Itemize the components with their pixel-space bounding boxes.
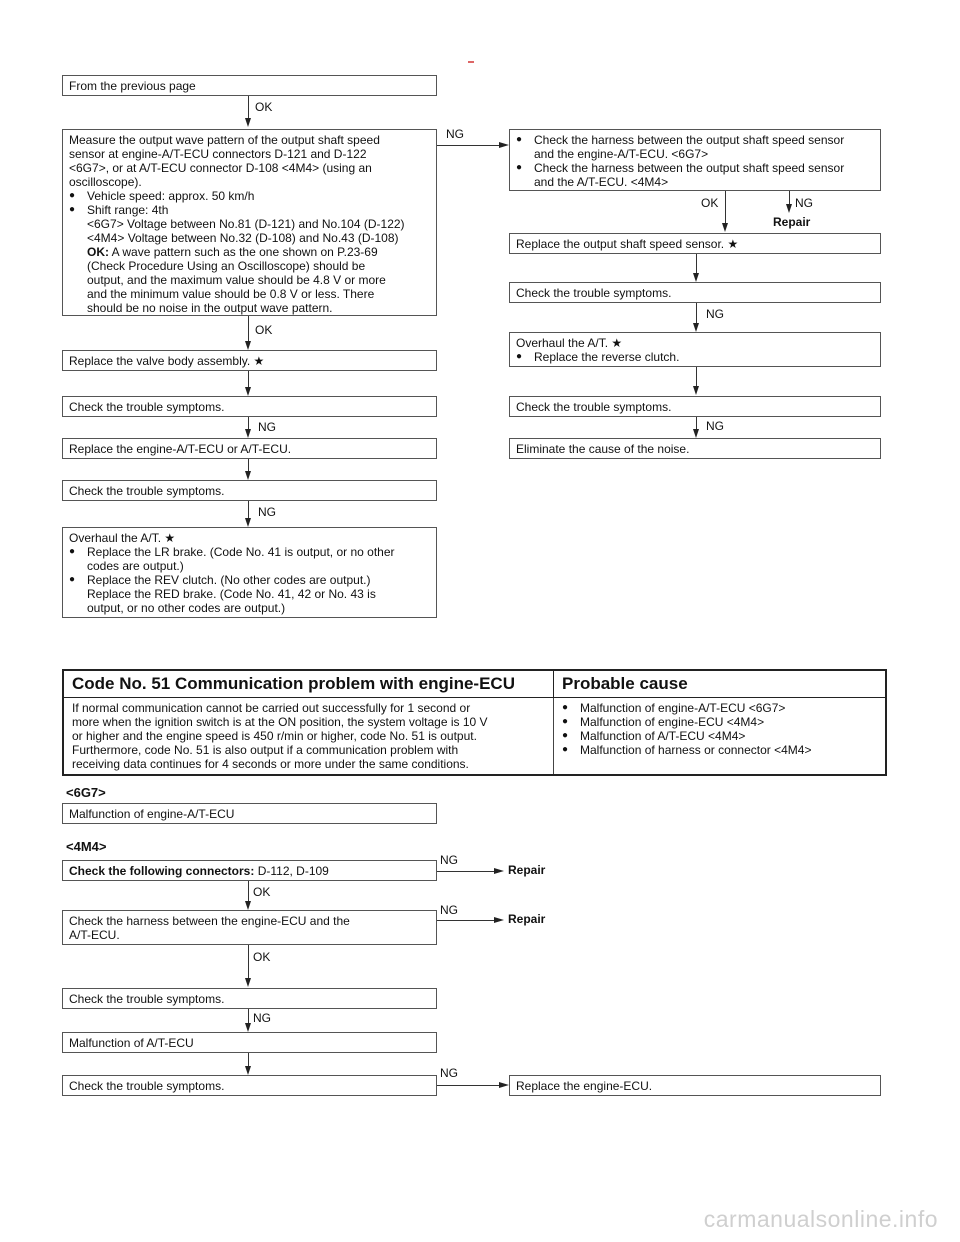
code-description: [63, 698, 554, 776]
malf-at-text: Malfunction of A/T-ECU: [69, 1036, 194, 1050]
overhaul-bullet-cont: Replace the RED brake. (Code No. 41, 42 or No. 43 is: [87, 587, 376, 601]
harness-bullet: ● Check the harness between the output shaft speed sensor: [516, 161, 874, 175]
malf-engine-at-box: [62, 803, 437, 824]
ng-label: NG: [253, 1011, 271, 1025]
ng-label: NG: [258, 420, 276, 434]
ok-label: OK: [253, 885, 271, 899]
description-line: Furthermore, code No. 51 is also output if a communication problem with: [72, 743, 459, 757]
ng-label: NG: [706, 419, 724, 433]
arrow-down-icon: [245, 429, 251, 438]
overhaul-bullet-cont: codes are output.): [87, 559, 184, 573]
harness-ecu-line: A/T-ECU.: [69, 928, 120, 942]
ng-label: NG: [440, 903, 458, 917]
replace-ecu-text: Replace the engine-A/T-ECU or A/T-ECU.: [69, 442, 292, 456]
connector-line: [437, 871, 495, 872]
ng-label: NG: [258, 505, 276, 519]
arrow-down-icon: [245, 978, 251, 987]
check-trouble-box: [62, 396, 437, 417]
check-trouble-box: [509, 282, 881, 303]
arrow-down-icon: [245, 118, 251, 127]
section-4m4-label: <4M4>: [66, 839, 107, 854]
connector-line: [725, 191, 726, 224]
connector-line: [437, 145, 500, 146]
arrow-down-icon: [245, 518, 251, 527]
measure-line: Measure the output wave pattern of the output shaft speed: [69, 133, 380, 147]
arrow-right-icon: [494, 868, 504, 874]
measure-wave-box: [62, 129, 437, 316]
arrow-down-icon: [693, 323, 699, 332]
eliminate-text: Eliminate the cause of the noise.: [516, 442, 690, 456]
replace-valve-box: [62, 350, 437, 371]
arrow-down-icon: [245, 387, 251, 396]
arrow-right-icon: [494, 917, 504, 923]
description-line: receiving data continues for 4 seconds or more under the same conditions.: [72, 757, 469, 771]
check-trouble-text: Check the trouble symptoms.: [69, 484, 225, 498]
arrow-down-icon: [786, 204, 792, 213]
overhaul-bullet: ● Replace the REV clutch. (No other codes are output.): [69, 573, 430, 587]
check-trouble-box: [62, 988, 437, 1009]
bullet-speed: ● Vehicle speed: approx. 50 km/h: [69, 189, 430, 203]
voltage-6g7: <6G7> Voltage between No.81 (D-121) and No.104 (D-122): [87, 217, 405, 231]
ng-label: NG: [706, 307, 724, 321]
arrow-right-icon: [499, 1082, 509, 1088]
check-trouble-box: [62, 480, 437, 501]
check-trouble-box: [509, 396, 881, 417]
voltage-4m4: <4M4> Voltage between No.32 (D-108) and No.43 (D-108): [87, 231, 399, 245]
watermark: carmanualsonline.info: [703, 1206, 938, 1232]
cause-item: ● Malfunction of engine-ECU <4M4>: [562, 715, 877, 729]
replace-valve-text: Replace the valve body assembly. ★: [69, 354, 264, 368]
check-trouble-text: Check the trouble symptoms.: [69, 400, 225, 414]
probable-causes: [554, 698, 887, 776]
check-connectors-list: D-112, D-109: [254, 864, 329, 878]
repair-label: Repair: [773, 215, 811, 229]
check-connectors-label: Check the following connectors:: [69, 864, 255, 878]
measure-line: <6G7>, or at A/T-ECU connector D-108 <4M4> (using an: [69, 161, 372, 175]
overhaul-bullet: ● Replace the LR brake. (Code No. 41 is output, or no other: [69, 545, 430, 559]
arrow-down-icon: [245, 1023, 251, 1032]
connector-line: [696, 254, 697, 274]
connector-line: [248, 501, 249, 519]
check-trouble-text: Check the trouble symptoms.: [516, 400, 672, 414]
overhaul-at-box: [62, 527, 437, 618]
section-6g7-label: <6G7>: [66, 785, 106, 800]
arrow-down-icon: [245, 901, 251, 910]
code-51-table: [62, 669, 887, 776]
connector-line: [248, 1009, 249, 1024]
cause-item: ● Malfunction of harness or connector <4M4>: [562, 743, 877, 757]
check-connectors-box: [62, 860, 437, 881]
replace-ecu-box: [62, 438, 437, 459]
harness-ecu-line: Check the harness between the engine-ECU and the: [69, 914, 350, 928]
eliminate-noise-box: [509, 438, 881, 459]
overhaul-title: Overhaul the A/T. ★: [516, 336, 874, 350]
connector-line: [437, 1085, 500, 1086]
ok-criteria-label: OK:: [87, 245, 109, 259]
ok-criteria-line: A wave pattern such as the one shown on P.23-69: [111, 245, 378, 259]
connector-line: [248, 1053, 249, 1067]
connector-line: [248, 316, 249, 343]
arrow-right-icon: [499, 142, 509, 148]
ok-criteria: [69, 245, 430, 259]
harness-bullet-cont: and the engine-A/T-ECU. <6G7>: [534, 147, 709, 161]
description-line: If normal communication cannot be carried out successfully for 1 second or: [72, 701, 471, 715]
connector-line: [696, 367, 697, 387]
replace-engine-ecu-text: Replace the engine-ECU.: [516, 1079, 653, 1093]
description-line: more when the ignition switch is at the ON position, the system voltage is 10 V: [72, 715, 488, 729]
repair-label: Repair: [508, 912, 546, 926]
from-previous-page-box: [62, 75, 437, 96]
arrow-down-icon: [245, 471, 251, 480]
arrow-down-icon: [693, 273, 699, 282]
repair-label: Repair: [508, 863, 546, 877]
connector-line: [248, 945, 249, 979]
bullet-range: ● Shift range: 4th: [69, 203, 430, 217]
malf-at-ecu-box: [62, 1032, 437, 1053]
ok-label: OK: [701, 196, 719, 210]
replace-engine-ecu-box: [509, 1075, 881, 1096]
connector-line: [789, 191, 790, 205]
ok-criteria-line: should be no noise in the output wave pattern.: [87, 301, 333, 315]
check-harness-ecu-box: [62, 910, 437, 945]
probable-cause-header: Probable cause: [554, 670, 887, 698]
overhaul-title: Overhaul the A/T. ★: [69, 531, 430, 545]
connector-line: [248, 881, 249, 902]
description-line: or higher and the engine speed is 450 r/min or higher, code No. 51 is output.: [72, 729, 477, 743]
cause-item: ● Malfunction of engine-A/T-ECU <6G7>: [562, 701, 877, 715]
ng-label: NG: [440, 1066, 458, 1080]
replace-sensor-box: [509, 233, 881, 254]
red-mark: [468, 61, 474, 63]
code-title: Code No. 51 Communication problem with engine-ECU: [63, 670, 554, 698]
check-trouble-text: Check the trouble symptoms.: [69, 992, 225, 1006]
connector-line: [696, 303, 697, 324]
check-trouble-text: Check the trouble symptoms.: [516, 286, 672, 300]
ng-label: NG: [440, 853, 458, 867]
ng-label: NG: [795, 196, 813, 210]
cause-item: ● Malfunction of A/T-ECU <4M4>: [562, 729, 877, 743]
arrow-down-icon: [693, 386, 699, 395]
ok-label: OK: [255, 323, 273, 337]
ok-criteria-line: and the minimum value should be 0.8 V or less. There: [87, 287, 375, 301]
check-trouble-box: [62, 1075, 437, 1096]
check-harness-box: [509, 129, 881, 191]
arrow-down-icon: [245, 341, 251, 350]
overhaul-reverse-box: [509, 332, 881, 367]
measure-line: sensor at engine-A/T-ECU connectors D-121 and D-122: [69, 147, 367, 161]
from-prev-text: From the previous page: [69, 79, 196, 93]
arrow-down-icon: [693, 429, 699, 438]
connector-line: [437, 920, 495, 921]
malf-engine-at-text: Malfunction of engine-A/T-ECU: [69, 807, 235, 821]
ok-label: OK: [253, 950, 271, 964]
arrow-down-icon: [245, 1066, 251, 1075]
overhaul-bullet: ● Replace the reverse clutch.: [516, 350, 874, 364]
check-trouble-text: Check the trouble symptoms.: [69, 1079, 225, 1093]
connector-line: [248, 96, 249, 120]
replace-sensor-text: Replace the output shaft speed sensor. ★: [516, 237, 738, 251]
ng-label: NG: [446, 127, 464, 141]
harness-bullet-cont: and the A/T-ECU. <4M4>: [534, 175, 669, 189]
connector-line: [248, 371, 249, 388]
overhaul-bullet-cont: output, or no other codes are output.): [87, 601, 286, 615]
harness-bullet: ● Check the harness between the output shaft speed sensor: [516, 133, 874, 147]
measure-line: oscilloscope).: [69, 175, 142, 189]
ok-label: OK: [255, 100, 273, 114]
ok-criteria-line: output, and the maximum value should be 4.8 V or more: [87, 273, 386, 287]
ok-criteria-line: (Check Procedure Using an Oscilloscope) should be: [87, 259, 366, 273]
arrow-down-icon: [722, 223, 728, 232]
